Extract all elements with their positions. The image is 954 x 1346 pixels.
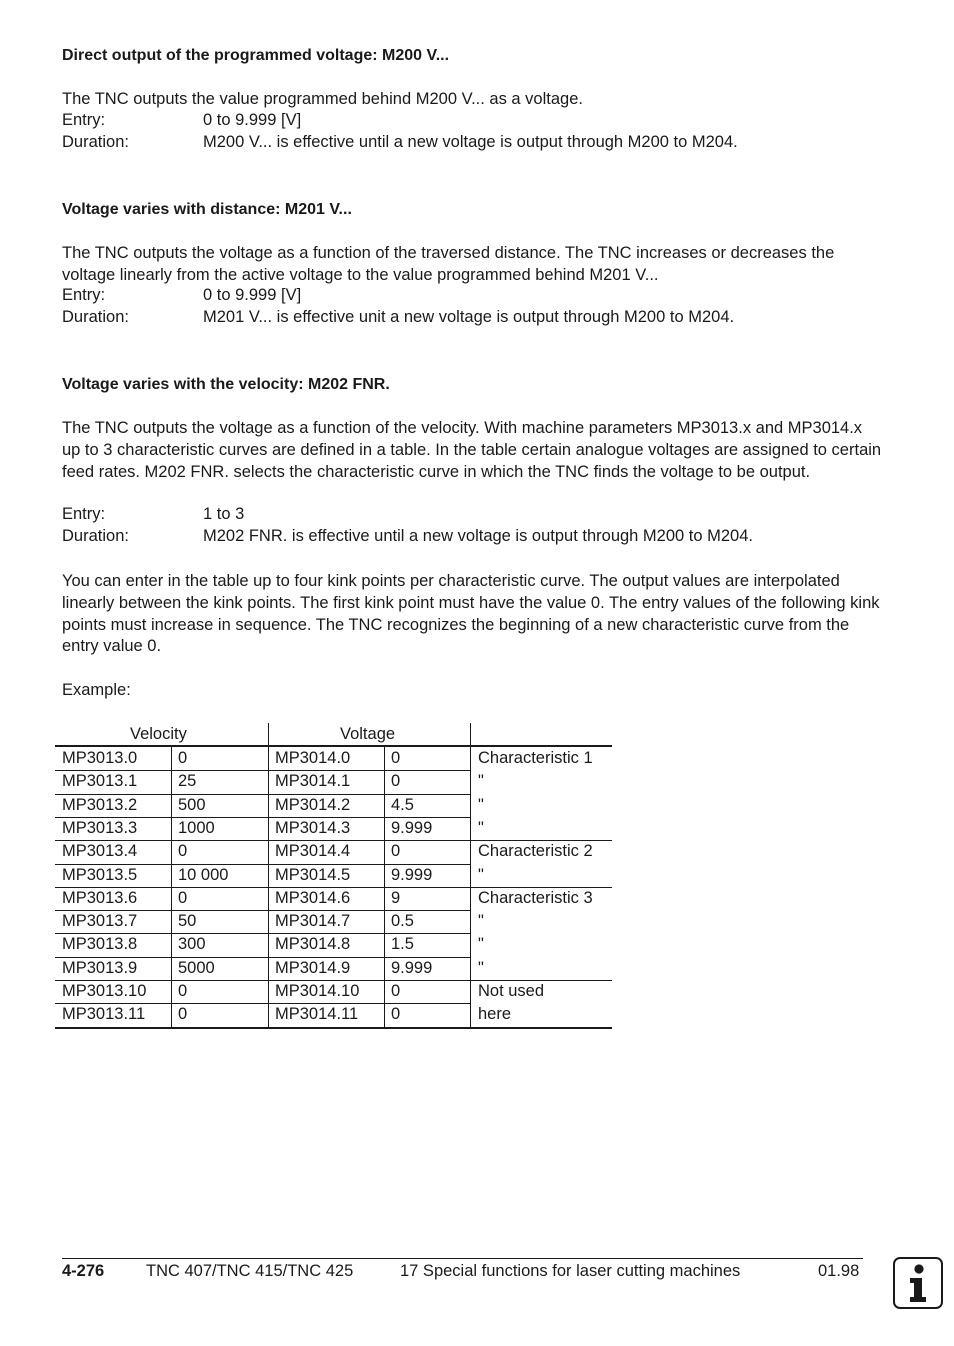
entry-value: 0 to 9.999 [V] xyxy=(203,111,302,129)
table-cell-velocity-value: 0 xyxy=(178,1005,188,1024)
table-cell-curve-note: " xyxy=(478,912,484,931)
table-cell-curve-note: Not used xyxy=(478,982,545,1000)
info-glyph xyxy=(895,1259,941,1307)
table-cell-voltage-value: 9 xyxy=(391,888,401,907)
table-cell-curve-note: here xyxy=(478,1005,512,1024)
footer-chapter: 17 Special functions for laser cutting machines xyxy=(400,1262,741,1280)
table-cell-curve-note: " xyxy=(478,772,484,791)
table-cell-velocity-param: MP3013.5 xyxy=(62,865,138,884)
table-cell-voltage-param: MP3014.3 xyxy=(275,818,351,837)
table-cell-voltage-param: MP3014.9 xyxy=(275,958,351,977)
table-cell-curve-note: Characteristic 3 xyxy=(478,888,593,907)
table-cell-velocity-param: MP3013.11 xyxy=(62,1005,146,1024)
table-cell-voltage-value: 4.5 xyxy=(391,795,414,814)
table-cell-voltage-value: 0 xyxy=(391,982,401,1000)
section-heading-m200: Direct output of the programmed voltage: M200 V... xyxy=(62,47,450,64)
table-cell-voltage-value: 9.999 xyxy=(391,958,433,977)
entry-value: 1 to 3 xyxy=(203,505,245,523)
page-number: 4-276 xyxy=(62,1262,105,1280)
table-cell-voltage-value: 0 xyxy=(391,772,401,791)
section-body-m200: The TNC outputs the value programmed behind M200 V... as a voltage. xyxy=(62,90,583,108)
table-cell-velocity-param: MP3013.7 xyxy=(62,912,138,931)
entry-label: Entry: xyxy=(62,286,106,304)
characteristic-curve-table xyxy=(55,723,612,1029)
table-cell-curve-note: " xyxy=(478,818,484,837)
table-cell-velocity-param: MP3013.3 xyxy=(62,818,138,837)
table-cell-voltage-value: 0 xyxy=(391,842,401,861)
table-cell-velocity-param: MP3013.8 xyxy=(62,935,138,954)
duration-label: Duration: xyxy=(62,308,129,326)
duration-value: M201 V... is effective unit a new voltage is output through M200 to M204. xyxy=(203,308,735,326)
duration-value: M202 FNR. is effective until a new voltage is output through M200 to M204. xyxy=(203,527,753,545)
table-cell-voltage-param: MP3014.1 xyxy=(275,772,351,791)
table-cell-curve-note: " xyxy=(478,935,484,954)
table-cell-curve-note: " xyxy=(478,795,484,814)
table-cell-velocity-param: MP3013.4 xyxy=(62,842,138,861)
section-heading-m201: Voltage varies with distance: M201 V... xyxy=(62,201,352,218)
table-cell-velocity-value: 10 000 xyxy=(178,865,229,884)
table-cell-voltage-param: MP3014.6 xyxy=(275,888,351,907)
table-cell-voltage-param: MP3014.5 xyxy=(275,865,351,884)
table-cell-curve-note: Characteristic 1 xyxy=(478,749,593,767)
table-cell-curve-note: " xyxy=(478,865,484,884)
section-heading-m202: Voltage varies with the velocity: M202 FNR. xyxy=(62,376,390,393)
footer-divider xyxy=(62,1258,863,1259)
table-cell-velocity-param: MP3013.2 xyxy=(62,795,138,814)
table-cell-velocity-value: 5000 xyxy=(178,958,215,977)
table-header-separator xyxy=(470,723,471,747)
table-cell-voltage-param: MP3014.11 xyxy=(275,1005,359,1024)
table-cell-velocity-value: 0 xyxy=(178,842,188,861)
table-cell-voltage-param: MP3014.2 xyxy=(275,795,351,814)
table-cell-velocity-value: 0 xyxy=(178,982,188,1000)
footer-model: TNC 407/TNC 415/TNC 425 xyxy=(146,1262,354,1280)
table-cell-voltage-param: MP3014.7 xyxy=(275,912,351,931)
entry-label: Entry: xyxy=(62,111,106,129)
example-label: Example: xyxy=(62,681,131,699)
table-cell-velocity-param: MP3013.10 xyxy=(62,982,147,1000)
footer-date: 01.98 xyxy=(818,1262,860,1280)
table-header-separator xyxy=(268,723,269,747)
table-cell-voltage-value: 0.5 xyxy=(391,912,414,931)
table-cell-voltage-param: MP3014.10 xyxy=(275,982,360,1000)
table-cell-curve-note: Characteristic 2 xyxy=(478,842,593,861)
table-cell-velocity-value: 25 xyxy=(178,772,197,791)
table-cell-velocity-value: 0 xyxy=(178,749,188,767)
table-cell-velocity-value: 0 xyxy=(178,888,188,907)
table-cell-voltage-param: MP3014.8 xyxy=(275,935,351,954)
section-body-m202: The TNC outputs the voltage as a function of the velocity. With machine parameters MP3013.x and MP3014.x up to 3 characteristic curves are defined in a table. In the table certain analogue voltages are assigned to certain feed rates. M202 FNR. selects the characteristic curve in which the TNC finds the voltage to be output. xyxy=(62,419,882,481)
duration-label: Duration: xyxy=(62,527,129,545)
table-cell-voltage-param: MP3014.4 xyxy=(275,842,351,861)
table-cell-voltage-value: 9.999 xyxy=(391,865,433,884)
table-cell-velocity-value: 1000 xyxy=(178,818,215,837)
table-cell-voltage-value: 9.999 xyxy=(391,818,433,837)
table-header-voltage: Voltage xyxy=(340,725,396,743)
table-cell-velocity-param: MP3013.9 xyxy=(62,958,138,977)
duration-label: Duration: xyxy=(62,133,129,151)
table-cell-velocity-param: MP3013.0 xyxy=(62,749,138,767)
table-cell-velocity-value: 300 xyxy=(178,935,206,954)
table-cell-voltage-value: 0 xyxy=(391,749,401,767)
kink-points-paragraph: You can enter in the table up to four kink points per characteristic curve. The output values are interpolated linearly between the kink points. The first kink point must have the value 0. The entry values of the following kink points must increase in sequence. The TNC recognizes the beginning of a new characteristic curve from the entry value 0. xyxy=(62,572,880,656)
entry-value: 0 to 9.999 [V] xyxy=(203,286,302,304)
duration-value: M200 V... is effective until a new voltage is output through M200 to M204. xyxy=(203,133,738,151)
table-header-velocity: Velocity xyxy=(130,725,187,743)
entry-label: Entry: xyxy=(62,505,106,523)
table-cell-voltage-value: 0 xyxy=(391,1005,401,1024)
table-cell-velocity-param: MP3013.6 xyxy=(62,888,138,907)
table-cell-curve-note: " xyxy=(478,958,484,977)
table-row-rule xyxy=(55,1027,612,1029)
table-cell-voltage-value: 1.5 xyxy=(391,935,414,954)
table-cell-velocity-param: MP3013.1 xyxy=(62,772,138,791)
table-cell-velocity-value: 50 xyxy=(178,912,197,931)
info-icon[interactable] xyxy=(893,1257,943,1309)
table-cell-voltage-param: MP3014.0 xyxy=(275,749,351,767)
table-cell-velocity-value: 500 xyxy=(178,795,206,814)
section-body-m201: The TNC outputs the voltage as a function of the traversed distance. The TNC increases or decreases the voltage linearly from the active voltage to the value programmed behind M201 V... xyxy=(62,244,835,284)
